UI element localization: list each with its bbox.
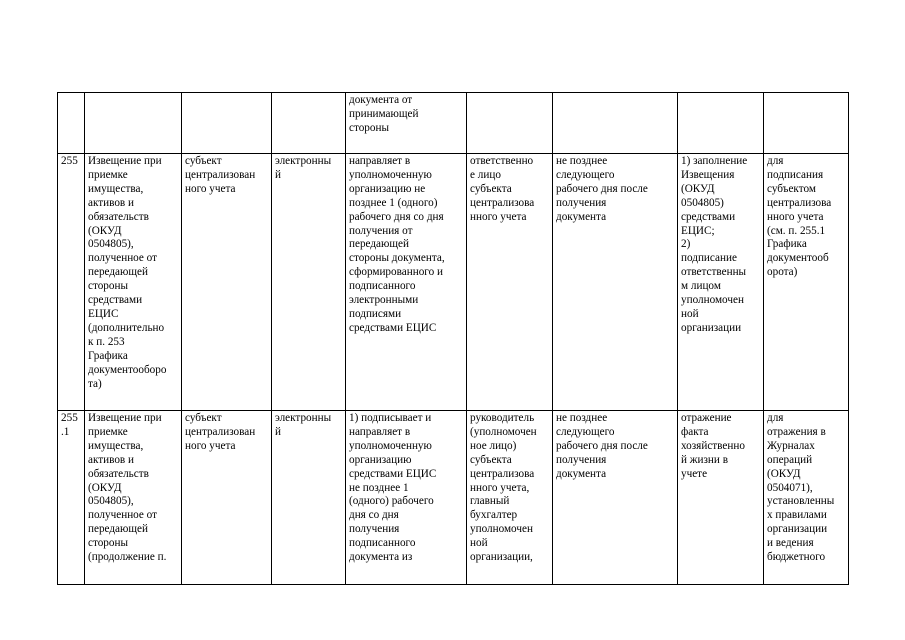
- action-cell: [346, 154, 467, 411]
- action: 1) подписывает и направляет в уполномоченную организацию средствами ЕЦИС не позднее 1 (одного) рабочего дня со дня получения подписанного документа из: [349, 412, 437, 564]
- deadline-cell: [553, 154, 678, 411]
- table-row: [58, 93, 849, 154]
- purpose: для отражения в Журналах операций (ОКУД 0504071), установленны х правилами организации и ведения бюджетного: [767, 412, 835, 564]
- document-name-cell: [85, 93, 182, 154]
- row-number-cell: [58, 93, 85, 154]
- subject-cell: [182, 411, 272, 585]
- action: документа от принимающей стороны: [349, 94, 419, 134]
- document-name-cell: [85, 411, 182, 585]
- form-cell: [272, 411, 346, 585]
- document-name: Извещение при приемке имущества, активов и обязательств (ОКУД 0504805), полученное от передающей стороны (продолжение п.: [88, 412, 167, 564]
- document-name-cell: [85, 154, 182, 411]
- form: электронны й: [275, 412, 332, 438]
- subject: субъект централизован ного учета: [185, 412, 256, 452]
- row-number-cell: [58, 411, 85, 585]
- responsible-cell: [467, 411, 553, 585]
- deadline-cell: [553, 411, 678, 585]
- purpose-cell: [764, 411, 849, 585]
- row-number-cell: [58, 154, 85, 411]
- subject: субъект централизован ного учета: [185, 155, 256, 195]
- form-cell: [272, 154, 346, 411]
- purpose: для подписания субъектом централизова нного учета (см. п. 255.1 Графика документооб орота): [767, 155, 832, 279]
- result-cell: [678, 411, 764, 585]
- subject-cell: [182, 154, 272, 411]
- responsible-cell: [467, 154, 553, 411]
- deadline: не позднее следующего рабочего дня после получения документа: [556, 155, 648, 223]
- document-name: Извещение при приемке имущества, активов и обязательств (ОКУД 0504805), полученное от передающей стороны средствами ЕЦИС (дополнительно к п. 253 Графика документооборо та): [88, 155, 167, 390]
- responsible: ответственно е лицо субъекта централизова нного учета: [470, 155, 535, 223]
- purpose-cell: [764, 93, 849, 154]
- deadline: не позднее следующего рабочего дня после получения документа: [556, 412, 648, 480]
- responsible: руководитель (уполномочен ное лицо) субъекта централизова нного учета, главный бухгалтер уполномочен ной организации,: [470, 412, 537, 564]
- table-row: [58, 411, 849, 585]
- table-row: [58, 154, 849, 411]
- form: электронны й: [275, 155, 332, 181]
- deadline-cell: [553, 93, 678, 154]
- row-number: 255 .1: [61, 412, 78, 438]
- form-cell: [272, 93, 346, 154]
- result-cell: [678, 93, 764, 154]
- result-cell: [678, 154, 764, 411]
- document-table: [57, 92, 849, 585]
- responsible-cell: [467, 93, 553, 154]
- subject-cell: [182, 93, 272, 154]
- action-cell: [346, 93, 467, 154]
- action-cell: [346, 411, 467, 585]
- result: 1) заполнение Извещения (ОКУД 0504805) средствами ЕЦИС; 2) подписание ответственны м лицом уполномочен ной организации: [681, 155, 748, 334]
- purpose-cell: [764, 154, 849, 411]
- result: отражение факта хозяйственно й жизни в учете: [681, 412, 745, 480]
- action: направляет в уполномоченную организацию не позднее 1 (одного) рабочего дня со дня получения от передающей стороны документа, сформированного и подписанного электронными подписями средствами ЕЦИС: [349, 155, 445, 334]
- row-number: 255: [61, 155, 78, 167]
